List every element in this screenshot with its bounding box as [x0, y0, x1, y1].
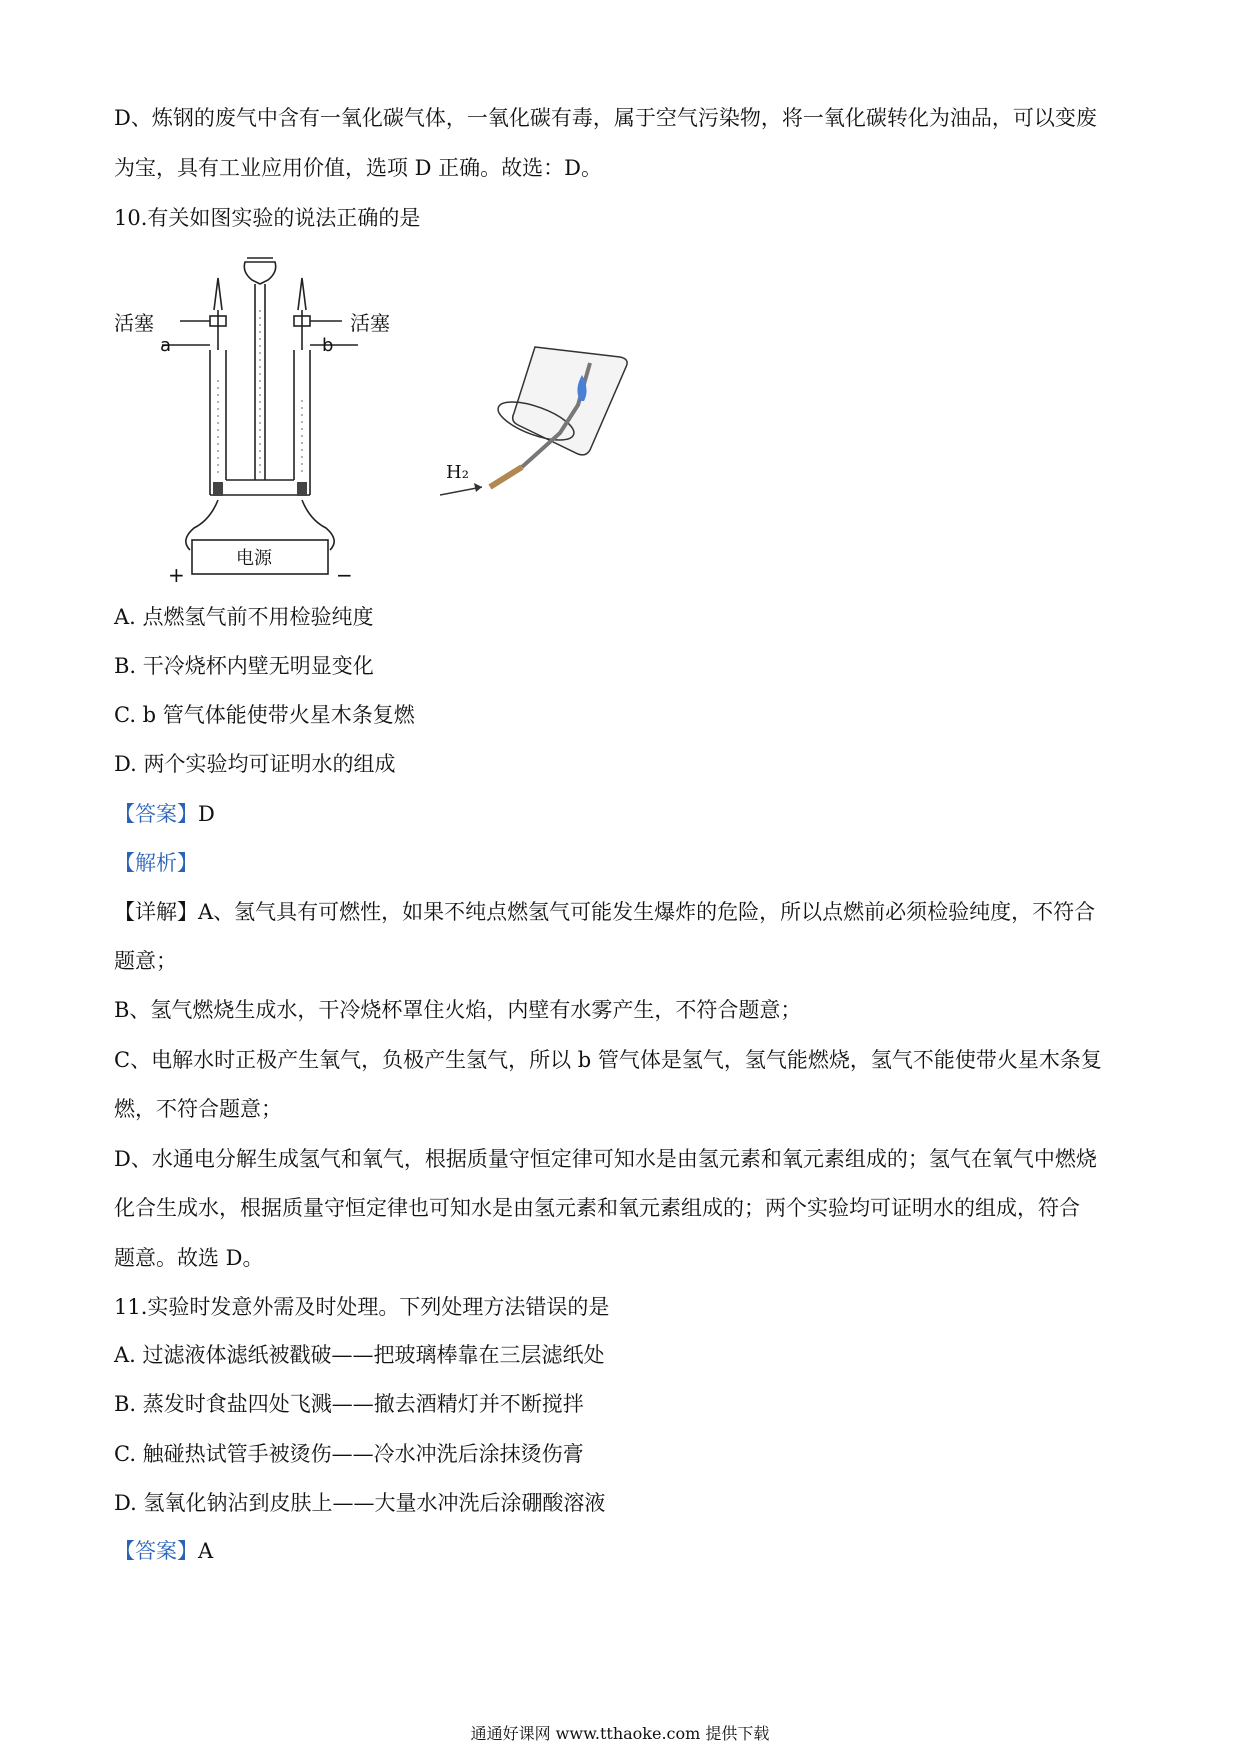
- q11-option-b: B. 蒸发时食盐四处飞溅——撤去酒精灯并不断搅拌: [114, 1392, 584, 1416]
- paragraph-d-line1: D、炼钢的废气中含有一氧化碳气体，一氧化碳有毒，属于空气污染物，将一氧化碳转化为油品，可以变废: [114, 106, 1097, 130]
- q10-detail-line-4: C、电解水时正极产生氧气，负极产生氢气，所以 b 管气体是氢气，氢气能燃烧，氢气不能使带火星木条复: [114, 1048, 1102, 1072]
- q11-stem: 11.实验时发意外需及时处理。下列处理方法错误的是: [114, 1295, 610, 1319]
- page-footer: 通通好课网 www.tthaoke.com 提供下载: [470, 1724, 770, 1743]
- q10-option-b: B. 干冷烧杯内壁无明显变化: [114, 654, 374, 678]
- q10-detail-line-3: B、氢气燃烧生成水，干冷烧杯罩住火焰，内壁有水雾产生，不符合题意；: [114, 998, 802, 1022]
- q10-detail-line-8: 题意。故选 D。: [114, 1246, 264, 1270]
- answer-tag: 【答案】: [114, 802, 198, 826]
- q10-answer-row: [114, 800, 215, 828]
- q10-answer-value: D: [198, 802, 215, 826]
- stopcock-left-label: 活塞: [114, 311, 154, 335]
- power-source-label: 电源: [236, 548, 272, 569]
- plus-sign: +: [168, 563, 185, 587]
- h2-label: H₂: [446, 462, 469, 483]
- q10-detail-line-7: 化合生成水，根据质量守恒定律也可知水是由氢元素和氧元素组成的；两个实验均可证明水的组成，符合: [114, 1196, 1080, 1220]
- q11-option-a: A. 过滤液体滤纸被戳破——把玻璃棒靠在三层滤纸处: [114, 1343, 605, 1367]
- q11-option-d: D. 氢氧化钠沾到皮肤上——大量水冲洗后涂硼酸溶液: [114, 1491, 606, 1515]
- tube-b-label: b: [322, 335, 334, 356]
- hydrogen-combustion-figure: [440, 335, 650, 525]
- q10-stem: 10.有关如图实验的说法正确的是: [114, 206, 421, 230]
- q10-detail-line-6: D、水通电分解生成氢气和氧气，根据质量守恒定律可知水是由氢元素和氧元素组成的；氢气在氧气中燃烧: [114, 1147, 1097, 1171]
- minus-sign: −: [336, 563, 353, 587]
- q10-detail-line-2: 题意；: [114, 949, 177, 973]
- electrolysis-apparatus-figure: [110, 250, 420, 590]
- q10-option-c: C. b 管气体能使带火星木条复燃: [114, 703, 415, 727]
- q10-detail-line-1: 【详解】A、氢气具有可燃性，如果不纯点燃氢气可能发生爆炸的危险，所以点燃前必须检验纯度，不符合: [114, 900, 1096, 924]
- q10-option-d: D. 两个实验均可证明水的组成: [114, 752, 396, 776]
- q11-option-c: C. 触碰热试管手被烫伤——冷水冲洗后涂抹烫伤膏: [114, 1442, 584, 1466]
- detail-tag: 【详解】: [114, 900, 198, 924]
- q10-analysis-tag: 【解析】: [114, 851, 198, 875]
- q10-option-a: A. 点燃氢气前不用检验纯度: [114, 605, 374, 629]
- q11-answer-row: 【答案】A: [114, 1539, 214, 1563]
- q10-detail-line-5: 燃，不符合题意；: [114, 1097, 282, 1121]
- stopcock-right-label: 活塞: [350, 311, 390, 335]
- q11-answer-value: A: [198, 1539, 214, 1563]
- paragraph-d-line2: 为宝，具有工业应用价值，选项 D 正确。故选：D。: [114, 156, 603, 180]
- tube-a-label: a: [160, 335, 172, 356]
